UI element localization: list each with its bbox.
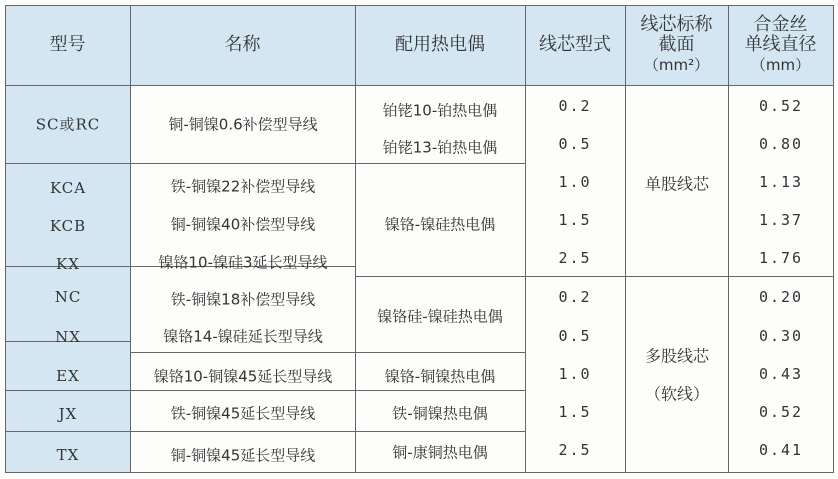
header-thermocouple-label: 配用热电偶 (395, 34, 485, 55)
header-name (130, 5, 355, 85)
wire-name: 铁-铜镍22补偿型导线 (170, 177, 316, 196)
header-diameter-line1: 合金丝 (753, 14, 808, 35)
core-type-multi: 多股线芯 (644, 346, 710, 366)
header-section (625, 5, 728, 85)
diameter-value: 1.76 (758, 249, 804, 267)
thermocouple-name: 铂铑10-铂热电偶 (382, 101, 498, 120)
core-type-single: 单股线芯 (644, 174, 710, 194)
header-section-line1: 线芯标称 (640, 14, 713, 35)
diameter-value: 0.30 (758, 327, 804, 345)
header-core-type-label: 线芯型式 (539, 34, 611, 55)
wire-name: 铁-铜镍18补偿型导线 (170, 290, 316, 309)
wire-name: 镍铬10-镍硅3延长型导线 (158, 253, 328, 272)
section-value: 0.2 (558, 288, 592, 306)
rule (130, 352, 525, 353)
rule (130, 5, 131, 473)
section-value: 0.2 (558, 97, 592, 115)
wire-name: 镍铬10-铜镍45延长型导线 (153, 367, 333, 386)
core-type-multi-note: （软线） (644, 384, 710, 404)
wire-name: 铜-铜镍45延长型导线 (170, 446, 316, 465)
section-value: 1.0 (558, 365, 592, 383)
header-diameter (728, 5, 833, 85)
header-diameter-unit: （mm） (750, 56, 811, 74)
wire-name: 铁-铜镍45延长型导线 (170, 404, 316, 423)
model-code: KX (56, 255, 80, 273)
rule (833, 5, 834, 473)
section-value: 0.5 (558, 327, 592, 345)
diameter-value: 0.20 (758, 288, 804, 306)
wire-name: 镍铬14-镍硅延长型导线 (163, 327, 323, 346)
thermocouple-name: 铁-铜镍热电偶 (392, 404, 488, 423)
rule (625, 5, 626, 473)
diameter-value: 0.80 (758, 135, 804, 153)
section-value: 1.5 (558, 211, 592, 229)
section-value: 2.5 (558, 441, 592, 459)
section-value: 0.5 (558, 135, 592, 153)
header-section-unit: （mm²） (643, 56, 710, 74)
diameter-value: 0.41 (758, 441, 804, 459)
wire-name: 铜-铜镍0.6补偿型导线 (168, 115, 318, 134)
diameter-value: 0.52 (758, 97, 804, 115)
header-thermocouple (355, 5, 525, 85)
header-section-line2: 截面 (658, 34, 695, 55)
thermocouple-name: 铜-康铜热电偶 (392, 443, 488, 462)
header-type-label: 型号 (49, 34, 86, 55)
rule (5, 390, 525, 391)
header-name-label: 名称 (224, 34, 261, 55)
section-value: 1.0 (558, 173, 592, 191)
model-code: JX (58, 405, 78, 423)
rule (728, 5, 729, 473)
model-code: EX (56, 367, 80, 385)
rule (5, 5, 6, 473)
diameter-value: 0.52 (758, 403, 804, 421)
diameter-value: 1.37 (758, 211, 804, 229)
model-code: KCB (49, 217, 87, 235)
rule (5, 163, 525, 164)
header-diameter-line2: 单线直径 (744, 34, 817, 55)
diameter-value: 0.43 (758, 365, 804, 383)
thermocouple-name: 铂铑13-铂热电偶 (382, 138, 498, 157)
wire-name: 铜-铜镍40补偿型导线 (170, 215, 316, 234)
model-code: NX (55, 328, 81, 346)
model-code: NC (54, 288, 82, 306)
section-value: 1.5 (558, 403, 592, 421)
model-code: TX (56, 446, 80, 464)
section-value: 2.5 (558, 249, 592, 267)
thermocouple-name: 镍铬-镍硅热电偶 (384, 215, 496, 234)
thermocouple-name: 镍铬硅-镍硅热电偶 (377, 307, 503, 326)
thermocouple-name: 镍铬-铜镍热电偶 (384, 367, 496, 386)
rule (355, 276, 833, 277)
rule (5, 431, 525, 432)
model-code: SC或RC (35, 115, 101, 134)
header-core-type (525, 5, 625, 85)
rule (525, 5, 526, 473)
model-code: KCA (49, 179, 87, 197)
header-type (5, 5, 130, 85)
diameter-value: 1.13 (758, 173, 804, 191)
rule (355, 5, 356, 473)
